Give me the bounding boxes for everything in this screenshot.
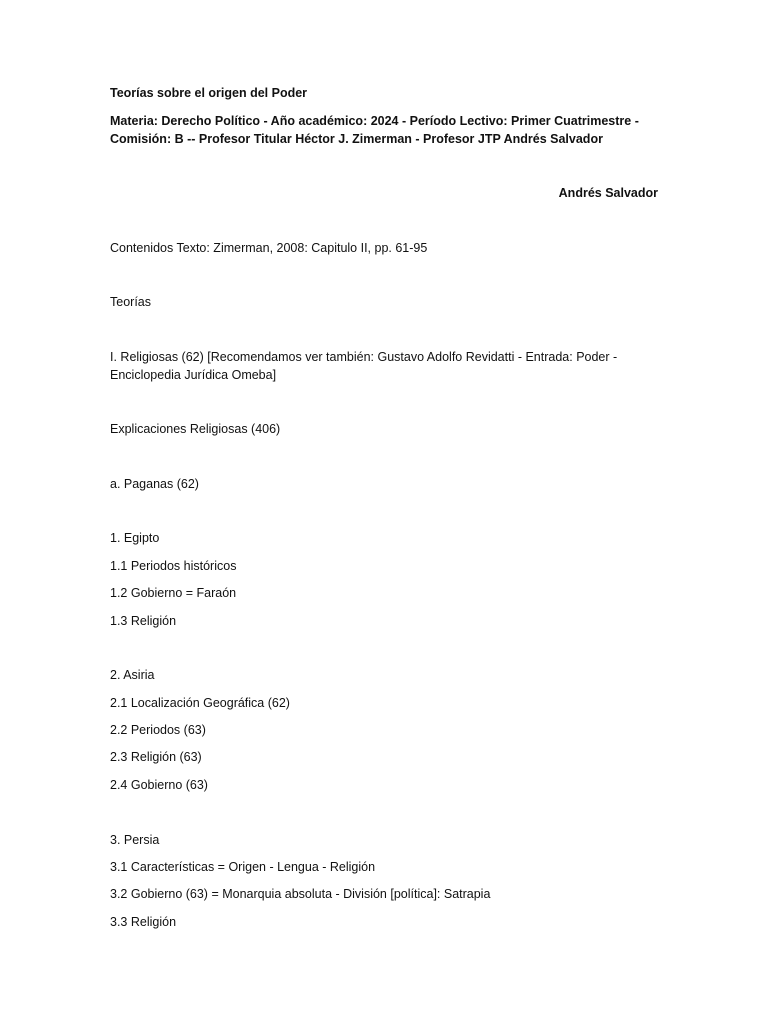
egipto-heading: 1. Egipto [110,531,160,545]
list-item: 2.3 Religión (63) [110,750,202,764]
section-heading: Teorías [110,295,151,309]
list-item: 1.2 Gobierno = Faraón [110,586,237,600]
contents-reference: Contenidos Texto: Zimerman, 2008: Capitulo II, pp. 61-95 [110,241,428,255]
document-title: Teorías sobre el origen del Poder [110,86,308,100]
subtitle-line-2: Comisión: B -- Profesor Titular Héctor J. Zimerman - Profesor JTP Andrés Salvador [110,132,603,146]
subtitle-line-1: Materia: Derecho Político - Año académico: 2024 - Período Lectivo: Primer Cuatrimestre - [110,114,639,128]
list-item: 1.3 Religión [110,614,177,628]
list-item: 2.4 Gobierno (63) [110,778,208,792]
list-item: 3.1 Características = Origen - Lengua - Religión [110,860,376,874]
religiosas-line-2: Enciclopedia Jurídica Omeba] [110,368,277,382]
explicaciones-religiosas: Explicaciones Religiosas (406) [110,422,281,436]
paganas-heading: a. Paganas (62) [110,477,199,491]
persia-heading: 3. Persia [110,833,160,847]
list-item: 2.1 Localización Geográfica (62) [110,696,290,710]
religiosas-line-1: I. Religiosas (62) [Recomendamos ver también: Gustavo Adolfo Revidatti - Entrada: Poder - [110,350,618,364]
list-item: 1.1 Periodos históricos [110,559,237,573]
list-item: 3.3 Religión [110,915,177,929]
list-item: 2.2 Periodos (63) [110,723,206,737]
list-item: 3.2 Gobierno (63) = Monarquia absoluta - División [política]: Satrapia [110,887,491,901]
author-name: Andrés Salvador [558,186,658,200]
asiria-heading: 2. Asiria [110,668,155,682]
